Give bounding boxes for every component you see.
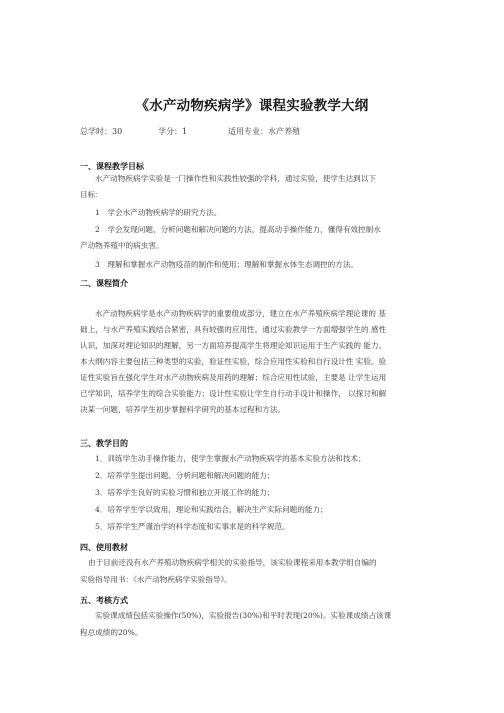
section-heading-assessment: 五、考核方式 [80,596,128,605]
paragraph-line: 证性实验旨在强化学生对水产动物疾病及用药的理解；综合应用性试验，主要是 让学生运用 [80,373,387,382]
total-hours: 总学时：30 [80,127,123,136]
paragraph-line: 由于目前还没有水产养殖动物疾病学相关的实验指导，该实验课程采用本教学组自编的 [88,558,377,567]
list-item: 2 学会发现问题、分析问题和解决问题的方法，提高动手操作能力，懂得有效控制水 [95,225,381,234]
paragraph-line: 已学知识，培养学生的综合实验能力；设计性实验让学生自行动手设计和操作， 以探讨和解 [80,389,387,398]
paragraph-line: 决某一问题，培养学生初步掌握科学研究的基本过程和方法。 [80,405,286,414]
paragraph-line: 目标： [80,190,103,199]
paragraph-line: 认识，加深对理论知识的理解，另一方面培养提高学生将理论知识运用于生产实践的 能力。 [80,341,387,350]
paragraph-line: 水产动物疾病学是水产动物疾病学的重要组成部分，建立在水产养殖疾病学理论课的 基 [95,309,386,318]
paragraph-line: 实验指导用书：《水产动物疾病学实验指导》。 [80,575,232,584]
paragraph-line: 实验课成绩包括实验操作(50%)，实验报告(30%)和平时表现(20%)。实验课成绩占该课 [95,611,392,620]
section-heading-textbook: 四、使用教材 [80,543,128,552]
list-item: 2．培养学生提出问题、分析问题和解决问题的能力； [95,471,275,480]
list-item: 3．培养学生良好的实验习惯和独立开展工作的能力； [95,488,275,497]
list-item: 1 学会水产动物疾病学的研究方法。 [95,208,222,217]
list-item: 1．训练学生动手操作能力，使学生掌握水产动物疾病学的基本实验方法和技术； [95,454,366,463]
list-item-continuation: 产动物养殖中的病虫害。 [80,241,164,250]
list-item: 3 理解和掌握水产动物疫苗的制作和使用；理解和掌握水体生态调控的方法。 [95,260,359,269]
document-title: 《水产动物疾病学》课程实验教学大纲 [135,98,369,114]
section-heading-purpose: 三、教学目的 [80,439,128,448]
section-heading-goals: 一、课程教学目标 [80,162,144,171]
list-item: 5．培养学生严谨治学的科学态度和实事求是的科学规范。 [95,522,290,531]
paragraph-line: 水产动物疾病学实验是一门操作性和实践性较强的学科，通过实验，使学生达到以下 [95,174,376,183]
credits: 学分：1 [158,127,188,136]
applicable-major: 适用专业：水产养殖 [228,127,300,136]
paragraph-line: 本大纲内容主要包括三种类型的实验，验证性实验，综合应用性实验和自行设计性 实验。验 [80,357,387,366]
section-heading-intro: 二、课程简介 [80,279,128,288]
paragraph-line: 程总成绩的20%。 [80,628,143,637]
paragraph-line: 础上，与水产养殖实践结合紧密，具有较强的应用性。通过实验教学一方面增强学生的 感性 [80,325,387,334]
list-item: 4．培养学生学以致用，理论和实践结合，解决生产实际问题的能力； [95,505,328,514]
